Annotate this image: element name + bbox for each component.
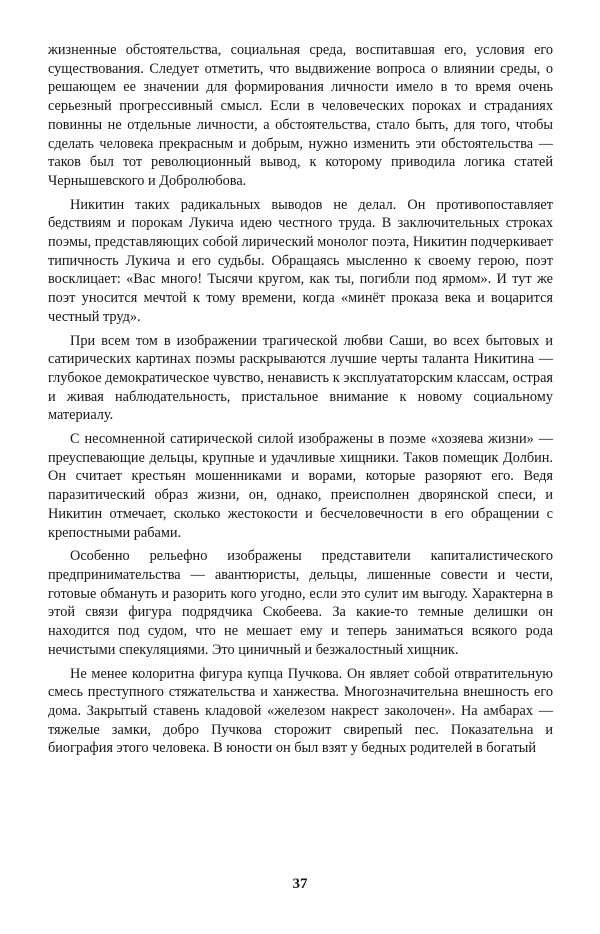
page-number: 37 <box>292 876 308 892</box>
paragraph-4: С несомненной сатирической силой изображены в поэме «хозяева жизни» — преуспевающие дельцы, крупные и удачливые хищники. Таков помещик Долбин. Он считает крестьян мошенниками и ворами, которые разоряют его. Ведя паразитический образ жизни, он, однако, преисполнен дворянской спеси, и Никитин отмечает, сколько жестокости и бесчеловечности в его обращении с крепостными рабами. <box>48 431 553 541</box>
paragraph-5: Особенно рельефно изображены представители капиталистического предпринимательства — авантюристы, дельцы, лишенные совести и чести, готовые обмануть и разорить кого угодно, если это сулит им выгоду. Характерна в этой связи фигура подрядчика Скобеева. За какие-то темные делишки он находится под судом, что не мешает ему и теперь заниматься всякого рода нечистыми спекуляциями. Это циничный и безжалостный хищник. <box>48 548 553 658</box>
page-body <box>48 41 553 763</box>
paragraph-1: жизненные обстоятельства, социальная среда, воспитавшая его, условия его существования. Следует отметить, что выдвижение вопроса о влиянии среды, о решающем ее значении для формирования личности имело в то время очень серьезный прогрессивный смысл. Если в человеческих пороках и страданиях повинны не отдельные личности, а обстоятельства, стало быть, для того, чтобы сделать человека прекрасным и добрым, нужно изменить эти обстоятельства — таков был тот революционный вывод, к которому приводила логика статей Чернышевского и Добролюбова. <box>48 42 553 189</box>
paragraph-2: Никитин таких радикальных выводов не делал. Он противопоставляет бедствиям и порокам Лукича идею честного труда. В заключительных строках поэмы, представляющих собой лирический монолог поэта, Никитин подчеркивает типичность Лукича и его судьбы. Обращаясь мысленно к своему герою, поэт восклицает: «Вас много! Тысячи кругом, как ты, погибли под ярмом». И тут же поэт уносится мечтой к тому времени, когда «минёт проказа века и воцарится честный труд». <box>48 196 553 325</box>
paragraph-3: При всем том в изображении трагической любви Саши, во всех бытовых и сатирических картинах поэмы раскрываются лучшие черты таланта Никитина — глубокое демократическое чувство, ненависть к эксплуататорским классам, острая и живая наблюдательность, пристальное внимание к новому социальному материалу. <box>48 332 553 424</box>
paragraph-6: Не менее колоритна фигура купца Пучкова. Он являет собой отвратительную смесь преступного стяжательства и ханжества. Многозначительна внешность его дома. Закрытый ставень кладовой «железом накрест заколочен». На амбарах — тяжелые замки, добро Пучкова сторожит свирепый пес. Показательна и биография этого человека. В юности он был взят у бедных родителей в богатый <box>48 665 553 757</box>
